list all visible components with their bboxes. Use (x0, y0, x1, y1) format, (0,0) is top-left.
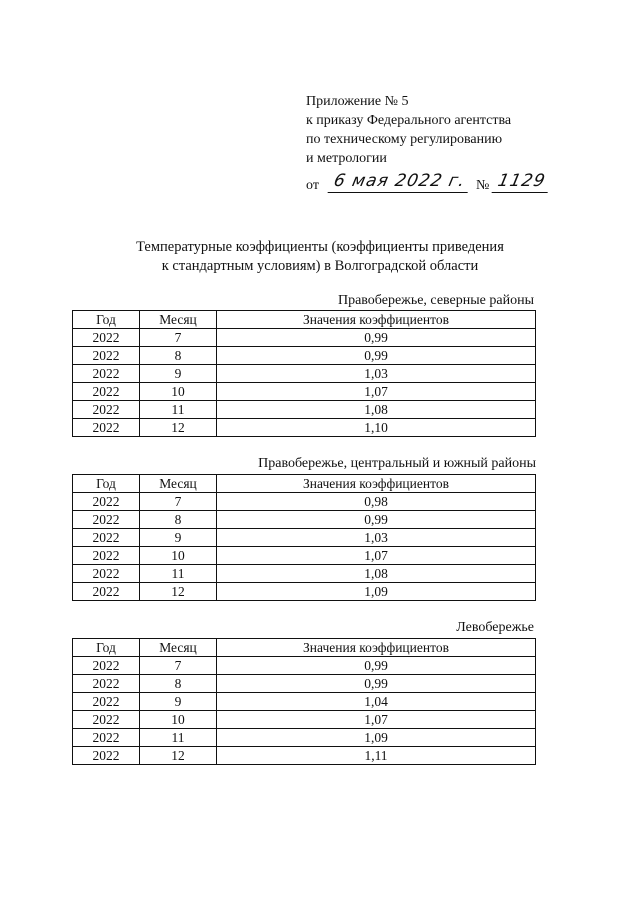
document-title (60, 238, 580, 276)
cell-month: 9 (140, 693, 217, 711)
cell-value: 1,08 (217, 565, 536, 583)
cell-year: 2022 (73, 365, 140, 383)
cell-year: 2022 (73, 693, 140, 711)
cell-year: 2022 (73, 657, 140, 675)
cell-month: 8 (140, 511, 217, 529)
cell-year: 2022 (73, 675, 140, 693)
cell-year: 2022 (73, 401, 140, 419)
cell-value: 0,99 (217, 675, 536, 693)
from-label: от (306, 178, 319, 193)
table-row (73, 747, 536, 765)
header-values: Значения коэффициентов (217, 475, 536, 493)
region-label-central-south: Правобережье, центральный и южный районы (258, 456, 536, 471)
table-row (73, 711, 536, 729)
table-row (73, 511, 536, 529)
coefficients-table-central-south (72, 474, 536, 601)
cell-month: 9 (140, 365, 217, 383)
cell-month: 8 (140, 347, 217, 365)
table-row (73, 729, 536, 747)
table-row (73, 547, 536, 565)
cell-value: 1,08 (217, 401, 536, 419)
cell-value: 1,04 (217, 693, 536, 711)
cell-value: 0,99 (217, 657, 536, 675)
number-label: № (476, 178, 490, 193)
header-values: Значения коэффициентов (217, 639, 536, 657)
appendix-header (306, 92, 606, 194)
cell-value: 1,03 (217, 365, 536, 383)
cell-year: 2022 (73, 583, 140, 601)
cell-year: 2022 (73, 493, 140, 511)
cell-month: 10 (140, 547, 217, 565)
cell-year: 2022 (73, 565, 140, 583)
cell-year: 2022 (73, 747, 140, 765)
cell-year: 2022 (73, 419, 140, 437)
cell-year: 2022 (73, 711, 140, 729)
order-date-line (306, 170, 606, 194)
cell-month: 12 (140, 583, 217, 601)
coefficients-table-north (72, 310, 536, 437)
cell-year: 2022 (73, 329, 140, 347)
table-row (73, 693, 536, 711)
cell-month: 8 (140, 675, 217, 693)
cell-value: 1,07 (217, 383, 536, 401)
title-line-2: к стандартным условиям) в Волгоградской области (161, 258, 479, 274)
table-header-row (73, 475, 536, 493)
region-label-north: Правобережье, северные районы (337, 293, 534, 308)
cell-month: 7 (140, 329, 217, 347)
cell-year: 2022 (73, 511, 140, 529)
cell-month: 10 (140, 711, 217, 729)
cell-year: 2022 (73, 729, 140, 747)
header-month: Месяц (140, 475, 217, 493)
cell-month: 11 (140, 565, 217, 583)
table-row (73, 365, 536, 383)
header-year: Год (73, 311, 140, 329)
header-values: Значения коэффициентов (217, 311, 536, 329)
header-year: Год (73, 475, 140, 493)
title-line-1: Температурные коэффициенты (коэффициенты приведения (136, 239, 504, 255)
cell-year: 2022 (73, 383, 140, 401)
cell-value: 0,99 (217, 329, 536, 347)
cell-year: 2022 (73, 547, 140, 565)
table-header-row (73, 311, 536, 329)
cell-value: 1,07 (217, 547, 536, 565)
table-row (73, 383, 536, 401)
cell-value: 0,98 (217, 493, 536, 511)
header-year: Год (73, 639, 140, 657)
cell-value: 1,11 (217, 747, 536, 765)
table-row (73, 675, 536, 693)
cell-month: 11 (140, 729, 217, 747)
handwritten-number: 1129 (492, 170, 553, 193)
cell-month: 11 (140, 401, 217, 419)
cell-month: 10 (140, 383, 217, 401)
order-reference-line-2: по техническому регулированию (306, 132, 503, 147)
table-row (73, 419, 536, 437)
cell-value: 0,99 (217, 347, 536, 365)
handwritten-date: 6 мая 2022 г. (328, 170, 473, 193)
table-row (73, 565, 536, 583)
cell-month: 7 (140, 657, 217, 675)
cell-value: 1,09 (217, 729, 536, 747)
cell-value: 1,03 (217, 529, 536, 547)
cell-value: 1,07 (217, 711, 536, 729)
cell-month: 9 (140, 529, 217, 547)
table-row (73, 657, 536, 675)
table-header-row (73, 639, 536, 657)
cell-year: 2022 (73, 529, 140, 547)
table-row (73, 529, 536, 547)
cell-value: 1,09 (217, 583, 536, 601)
table-row (73, 401, 536, 419)
header-month: Месяц (140, 639, 217, 657)
order-reference-line-3: и метрологии (306, 151, 387, 166)
table-row (73, 329, 536, 347)
cell-month: 12 (140, 747, 217, 765)
region-label-left-bank: Левобережье (456, 620, 534, 635)
cell-value: 1,10 (217, 419, 536, 437)
cell-month: 12 (140, 419, 217, 437)
cell-year: 2022 (73, 347, 140, 365)
cell-value: 0,99 (217, 511, 536, 529)
table-row (73, 347, 536, 365)
order-reference: к приказу Федерального агентства (306, 113, 512, 128)
coefficients-table-left-bank (72, 638, 536, 765)
appendix-number: Приложение № 5 (306, 94, 409, 109)
header-month: Месяц (140, 311, 217, 329)
table-row (73, 493, 536, 511)
cell-month: 7 (140, 493, 217, 511)
table-row (73, 583, 536, 601)
